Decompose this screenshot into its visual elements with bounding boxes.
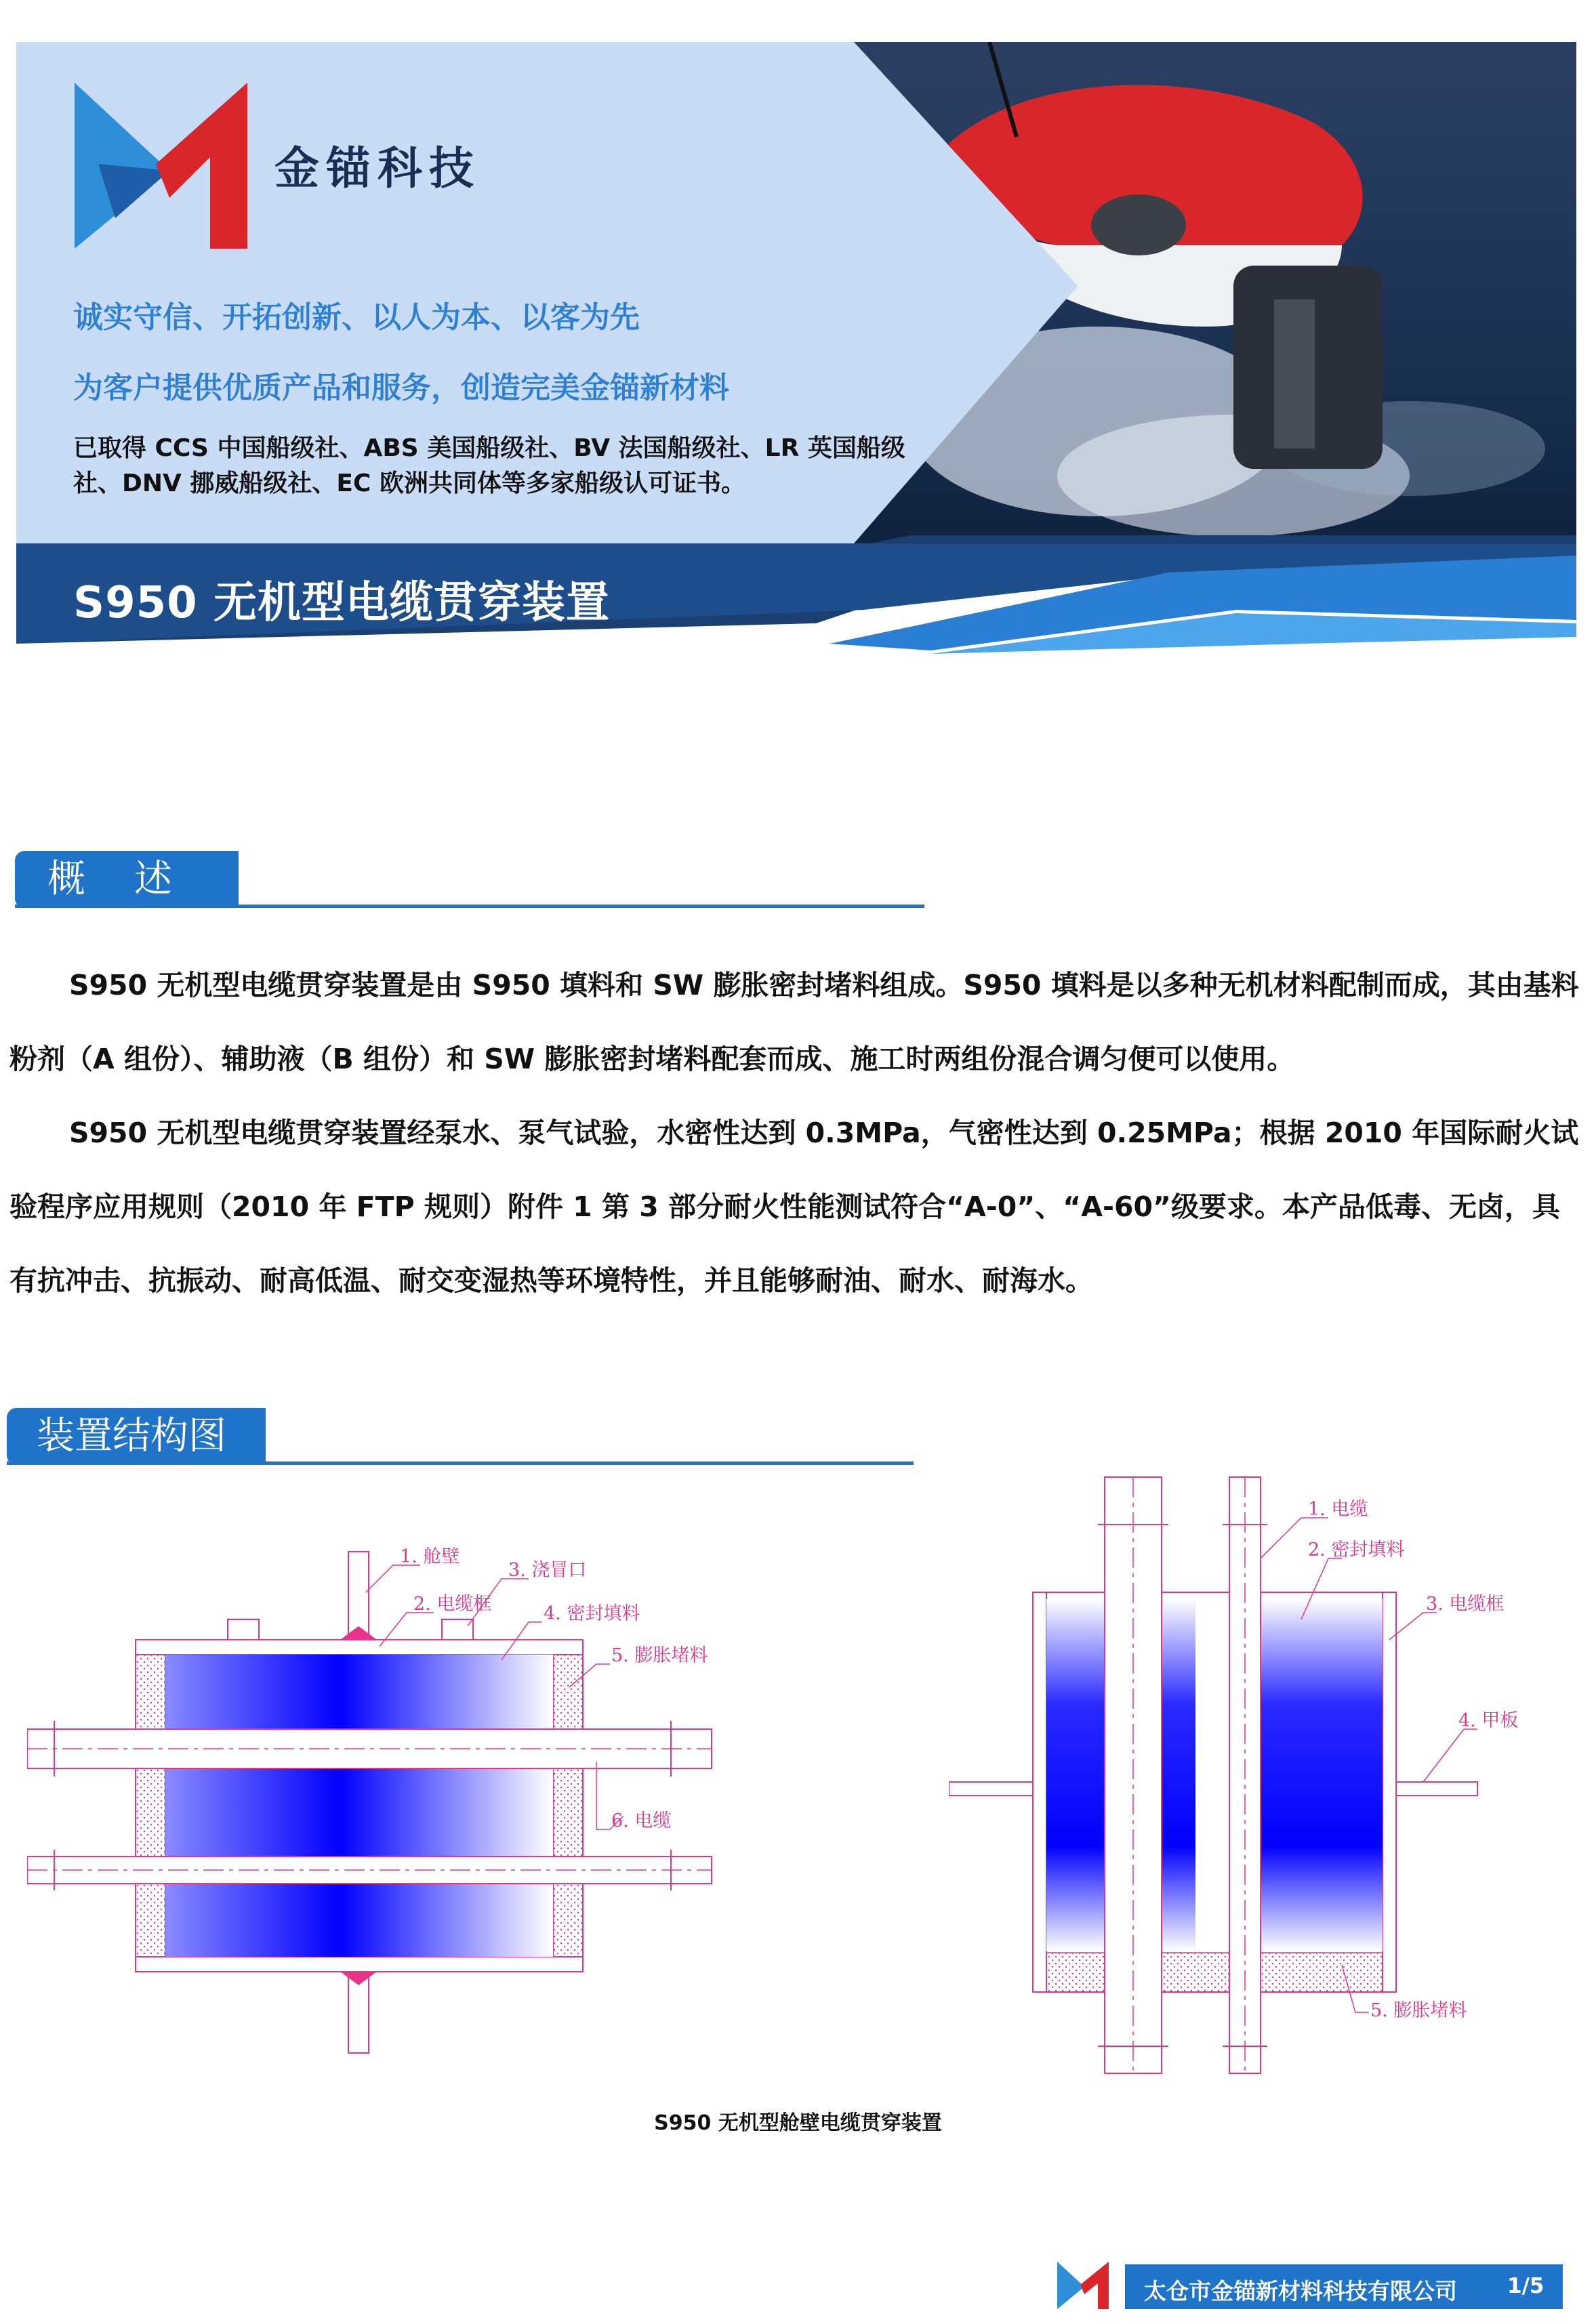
- label-bulkhead: 1. 舱壁: [400, 1546, 460, 1567]
- certifications-text: 已取得 CCS 中国船级社、ABS 美国船级社、BV 法国船级社、LR 英国船级社、DNV 挪威船级社、EC 欧洲共同体等多家船级认可证书。: [73, 434, 905, 497]
- product-title: S950 无机型电缆贯穿装置: [73, 578, 610, 628]
- label-expansion-plug: 5. 膨胀堵料: [611, 1645, 708, 1666]
- bulkhead-structure-diagram: [27, 1538, 725, 2067]
- label-expansion-plug: 5. 膨胀堵料: [1370, 2000, 1467, 2021]
- footer-company-name: 太仓市金锚新材料科技有限公司: [1144, 2278, 1457, 2304]
- footer-logo: [1057, 2262, 1113, 2309]
- label-cable-frame: 2. 电缆框: [413, 1594, 492, 1615]
- page-number: 1/5: [1507, 2274, 1544, 2298]
- label-cable: 1. 电缆: [1308, 1499, 1368, 1520]
- overview-body: [9, 949, 1582, 1318]
- label-cable: 6. 电缆: [611, 1810, 672, 1831]
- label-pouring-gate: 3. 浇冒口: [508, 1560, 587, 1581]
- label-sealing-filler: 4. 密封填料: [544, 1603, 640, 1624]
- slogan-line-1: 诚实守信、开拓创新、以人为本、以客为先: [73, 300, 640, 335]
- label-sealing-filler: 2. 密封填料: [1308, 1539, 1405, 1560]
- label-deck: 4. 甲板: [1458, 1710, 1519, 1731]
- company-logo: [75, 83, 261, 249]
- label-cable-frame: 3. 电缆框: [1426, 1594, 1505, 1615]
- deck-structure-diagram: [949, 1470, 1545, 2080]
- section-heading-overview: 概述: [15, 851, 239, 908]
- section-divider: [15, 905, 924, 908]
- diagram-caption: S950 无机型舱壁电缆贯穿装置: [654, 2111, 942, 2135]
- submersible-photo: [854, 42, 1576, 543]
- section-divider: [7, 1461, 914, 1465]
- slogan-line-2: 为客户提供优质产品和服务，创造完美金锚新材料: [73, 371, 729, 405]
- section-heading-structure: 装置结构图: [7, 1408, 266, 1465]
- overview-paragraph-2: S950 无机型电缆贯穿装置经泵水、泵气试验，水密性达到 0.3MPa，气密性达到 0.25MPa；根据 2010 年国际耐火试验程序应用规则（2010 年 FTP 规则）附件 1 第 3 部分耐火性能测试符合“A-0”、“A-60”级要求。本产品低毒、无卤，具有抗冲击、抗振动、耐高低温、耐交变湿热等环境特性，并且能够耐油、耐水、耐海水。: [9, 1117, 1579, 1297]
- brand-name: 金锚科技: [274, 142, 480, 194]
- overview-paragraph-1: S950 无机型电缆贯穿装置是由 S950 填料和 SW 膨胀密封堵料组成。S950 填料是以多种无机材料配制而成，其由基料粉剂（A 组份）、辅助液（B 组份）和 SW 膨胀密封堵料配套而成、施工时两组份混合调匀便可以使用。: [9, 969, 1579, 1075]
